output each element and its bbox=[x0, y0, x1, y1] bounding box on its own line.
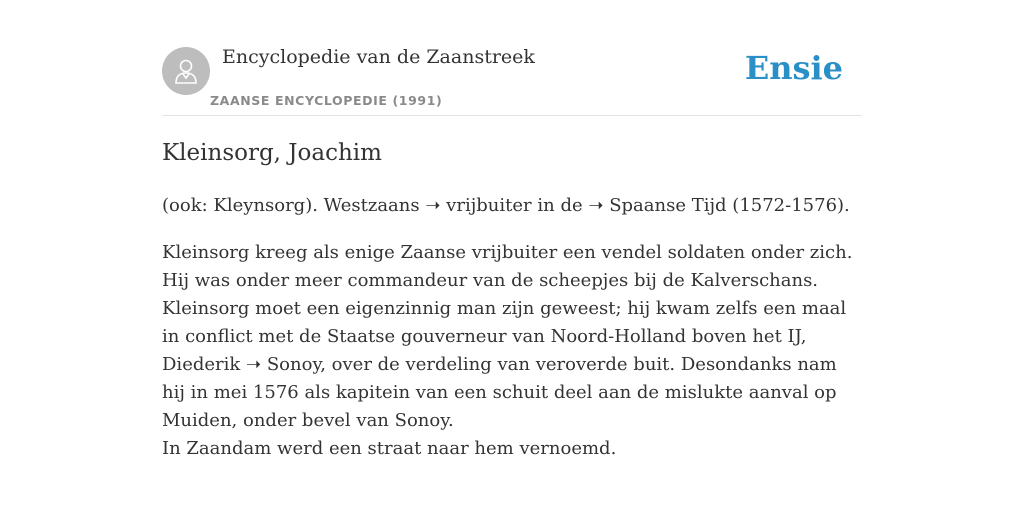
body-text-1: Kleinsorg kreeg als enige Zaanse vrijbuiter een vendel soldaten onder zich. Hij was onder meer commandeur van de scheepjes bij de Kalverschans. Kleinsorg moet een eigenzinnig man zijn geweest; hij kwam zelfs een maal in conflict met de Staatse gouverneur van Noord-Holland boven het IJ, Diederik bbox=[162, 242, 853, 375]
link-sonoy[interactable]: Sonoy bbox=[266, 354, 321, 375]
author-avatar[interactable] bbox=[162, 47, 210, 95]
intro-text-3: (1572-1576). bbox=[726, 195, 850, 216]
link-spaanse-tijd[interactable]: Spaanse Tijd bbox=[609, 195, 727, 216]
header-divider bbox=[162, 115, 862, 116]
link-arrow-icon: ➝ bbox=[246, 354, 262, 375]
ensie-logo[interactable]: Ensie bbox=[744, 49, 843, 87]
link-vrijbuiter[interactable]: vrijbuiter bbox=[446, 195, 532, 216]
entry-intro bbox=[162, 192, 864, 220]
user-icon bbox=[171, 56, 201, 86]
source-subtitle[interactable]: ZAANSE ENCYCLOPEDIE (1991) bbox=[210, 93, 443, 108]
link-arrow-icon: ➝ bbox=[425, 195, 441, 216]
entry-title: Kleinsorg, Joachim bbox=[162, 140, 382, 166]
body-text-2: , over de verdeling van veroverde buit. Desondanks nam hij in mei 1576 als kapitein van een schuit deel aan de mislukte aanval op Muiden, onder bevel van Sonoy. bbox=[162, 354, 837, 431]
entry-body bbox=[162, 239, 864, 435]
intro-text-1: (ook: Kleynsorg). Westzaans bbox=[162, 195, 426, 216]
link-arrow-icon: ➝ bbox=[588, 195, 604, 216]
entry-closing: In Zaandam werd een straat naar hem vernoemd. bbox=[162, 438, 617, 459]
source-title[interactable]: Encyclopedie van de Zaanstreek bbox=[222, 46, 535, 68]
intro-text-2: in de bbox=[531, 195, 589, 216]
